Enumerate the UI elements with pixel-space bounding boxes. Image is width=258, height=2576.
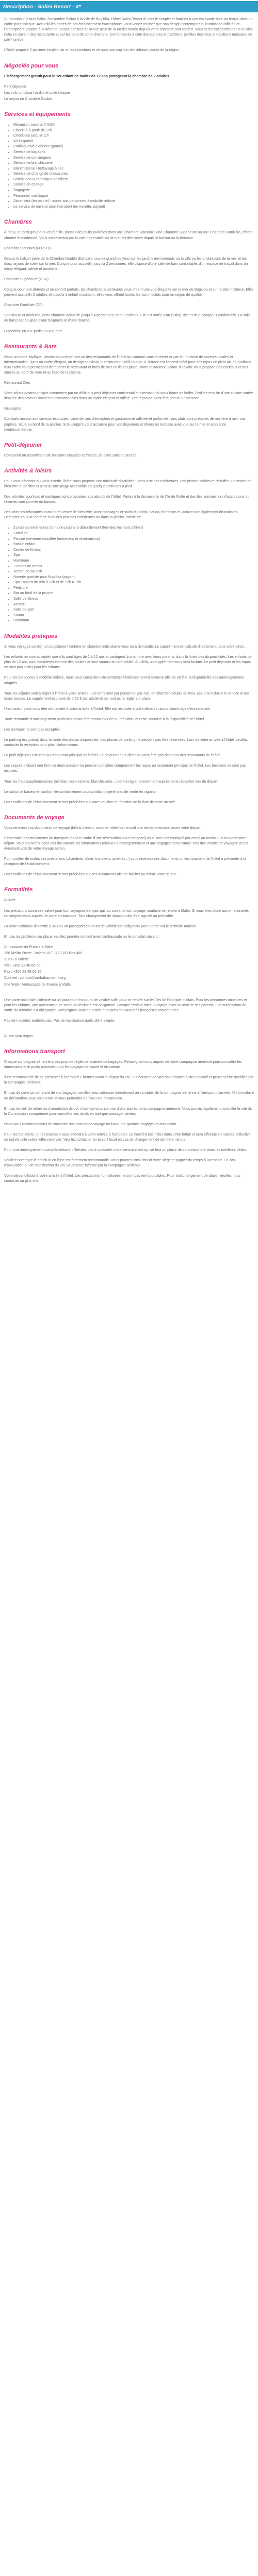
modalites-paragraph: Le parking est gratuit, dans la limite des places disponibles. Les places de parking ne peuvent pas être réservées. Lors de votre arrivée à l'hôtel, veuillez contacter la réception pour plus d'informations. (4, 738, 248, 748)
list-item: • Bar au bord de la piscine (13, 591, 254, 597)
page-title: Description - Salini Resort - 4* (3, 4, 81, 10)
list-item: • Terrain de squash (13, 569, 254, 575)
list-item: • Wi-Fi gratuit (13, 139, 254, 145)
section-title-petit-dejeuner: Petit-déjeuner (4, 442, 42, 448)
restaurants-paragraph: Cocktails maison aux saveurs exotiques, carte de vins d'exception et gastronomie raffinée et parfumée : nos plats sont préparés de manière à ravir vos papilles. Situé au bord de la piscine, le Giuseppi's vous accueille pour vos déjeuners et dîners en terrasse avec vue sur la mer et ambiance méditerranéenne. (4, 417, 246, 432)
modalites-paragraph: Toute demande d'aménagement particulier devra être communiquée au préalable et reste soumise à la disponibilité de l'hôtel. (4, 717, 205, 721)
modalites-paragraph: Les conditions de l'établissement seront précisées sur votre voucher en fonction de la date de votre arrivée. (4, 800, 176, 804)
list-item: • Piscine intérieure chauffée (entretiens et réservations) (13, 537, 254, 543)
list-item: • Blanchisserie / nettoyage à sec (13, 166, 254, 172)
documents-paragraph: Les conditions de l'établissement seront précisées sur ces documents afin de faciliter au mieux votre séjour. (4, 873, 177, 877)
room-type-heading: Chambre Familiale (CF) (4, 303, 43, 308)
section-title-negocies: Négociés pour vous (4, 62, 59, 69)
list-item: • Distribution automatique de billets (13, 177, 254, 183)
description-content (0, 12, 258, 1184)
transport-paragraph: Pour tout renseignement complémentaire, n'hésitez pas à contacter notre service client qui se fera un plaisir de vous répondre dans les meilleurs délais. (4, 1148, 247, 1153)
formalites-paragraph: Les précisions suivantes valent pour tout voyageur français qui, au cours de son voyage, souhaite se rendre à Malte. Si vous êtes d'une autre nationalité, renseignez-vous auprès de votre ambassade. Tout changement de situation doit être signalé au préalable. (4, 909, 249, 918)
section-title-transport: Informations transport (4, 1048, 65, 1055)
activites-paragraph: Pour vous détendre ou vous divertir, l'hôtel vous propose une multitude d'activités : deux piscines extérieures, une piscine intérieure chauffée, un centre de bien-être et de fitness ainsi qu'une plage accessible en quelques minutes à pied. (4, 479, 252, 488)
formalites-paragraph: Aucun visa requis. (4, 1034, 34, 1038)
modalites-paragraph: Pour les personnes à mobilité réduite, nous vous conseillons de contacter l'établissement à l'avance afin de vérifier la disponibilité des aménagements adaptés. (4, 676, 244, 685)
list-item: • Salle de fitness (13, 597, 254, 602)
modalites-paragraph: Tous les séjours sont à régler à l'hôtel à votre arrivée. Les tarifs sont par personne, par nuit, en chambre double ou twin. Les prix incluent le service et les taxes locales. Le supplément éco-taxe de 0,50 € par adulte et par nuit est à régler sur place. (4, 691, 249, 701)
list-item: • 2 piscines extérieures dont une piscine à débordement (fermées les mois d'hiver) (13, 526, 254, 531)
activites-paragraph: Des séances relaxantes dans notre centre de bien-être, avec massages et soins du corps, sauna, hammam et jacuzzi sont également disponibles. Détendez-vous au bord de l'une des piscines extérieures ou dans la piscine intérieure. (4, 511, 238, 520)
transport-paragraph: En cas de vol, de retard ou d'annulation de vol, informez-vous sur vos droits auprès de la compagnie aérienne. Vous pouvez également consulter le site de la Commission européenne pour connaître vos droits en tant que passager aérien. (4, 1107, 252, 1116)
list-item: • Centre de fitness (13, 548, 254, 553)
embassy-email: Courriel : contact@ambafrance-mt.org (4, 976, 66, 980)
negocie-item: L'hébergement gratuit pour le 1er enfant de moins de 12 ans partageant la chambre de 2 adultes (4, 74, 169, 78)
modalites-paragraph: Une caution peut vous être demandée à votre arrivée à l'hôtel. Elle est restituée à votre départ si aucun dommage n'est constaté. (4, 707, 211, 711)
petit-dejeuner-paragraph: Comprend un assortiment de boissons chaudes et froides, de plats salés et sucrés. (4, 453, 137, 457)
list-item: • Service de change (13, 182, 254, 188)
chambres-paragraph: Spacieuse et moderne, cette chambre accueille jusqu'à 4 personnes, dont 2 enfants. Elle est dotée d'un lit king-size et d'un canapé-lit confortable. La salle de bains est équipée d'une baignoire et d'une douche. (4, 314, 251, 323)
list-item: • Navette gratuite pour Bugibba (payant) (13, 575, 254, 581)
list-item: • Bassin enfant (13, 542, 254, 548)
list-item: • Sauna (13, 613, 254, 619)
intro-paragraph: Surplombant le lacs Salini, l'ensemble Salina à la ville de Bugibba, l'hôtel Salini Resort 4* tient le couplet et familles à une escapade hors du temps dans un cadre paradisiaque. Accueilli les portes de cet établissement francophone, vous venez réaliser que son design contemporain, l'ambiance raffinée et l'atmosphère propice à la détente. Venez admirez de la vue azur de la Méditerranée depuis votre chambre tout confort. Vous serez enchantés par la cuisine riche en saveur des restaurants et par les bars de votre chambre. Confondez-la à coté des cultures et traditions, profitez des lieux et traditions maltaises de part-humide. (4, 18, 253, 42)
section-title-modalites: Modalités pratiques (4, 633, 58, 640)
formalites-paragraph: La carte nationale d'identité (CNI) ou un passeport en cours de validité est obligatoire pour entrer sur le territoire maltais. (4, 924, 197, 928)
list-item: • Spa (13, 553, 254, 558)
modalites-paragraph: Tous les frais supplémentaires (minibar, room service, blanchisserie...) sont à régler directement auprès de la réception lors du départ. (4, 779, 219, 784)
modalites-paragraph: Le petit déjeuner est servi au restaurant principal de l'hôtel. Le déjeuner et le dîner peuvent être pris dans l'un des restaurants de l'hôtel. (4, 754, 221, 758)
transport-paragraph: Pour les transferts, un représentant vous attendra à votre arrivée à l'aéroport. Le transfert est inclus dans votre forfait et sera effectué en navette collective ou individuelle selon l'offre réservée. Veuillez contacter le réceptif local en cas de changement de dernière minute. (4, 1132, 251, 1142)
negocie-item: Le séjour en Chambre Double (4, 97, 53, 101)
embassy-address: 130 Melita Street - Valetta VLT 1123 PO Box 408 (4, 952, 83, 956)
embassy-phone: Tél : +356 22 48 06 00 (4, 964, 41, 968)
list-item: • Check-in à partir de 15h (13, 128, 254, 134)
page (0, 1, 258, 1184)
modalites-paragraph: Les animaux ne sont pas acceptés. (4, 727, 61, 732)
list-item: • Jacuzzi (13, 602, 254, 608)
modalites-paragraph: Si vous voyagez seul(e), un supplément tarifaire en chambre individuelle vous sera demandé. Le supplément est calculé directement dans votre devis. (4, 645, 245, 649)
transport-paragraph: Veuillez noter que le check-in en ligne est fortement recommandé. Vous pourrez ainsi choisir votre siège et gagner du temps à l'aéroport. En cas d'annulation ou de modification du vol, vous serez informé par la compagnie aérienne. (4, 1159, 235, 1168)
activites-list (13, 526, 254, 624)
transport-paragraph: Il est recommandé de se présenter à l'aéroport 2 heures avant le départ du vol. Les horaires de vols sont donnés à titre indicatif et peuvent être modifiés par la compagnie aérienne. (4, 1076, 254, 1085)
restaurants-paragraph: Dans un cadre idyllique, laissez-vous tenter par un des restaurants de l'hôtel qui sauront vous émerveiller par leur cuisine de saveurs locales et internationales. Dans un cadre élégant, au design convivial, le restaurant Kaldi Lounge & Terrace est l'endroit idéal pour des repas en plein air, en profitant d'un cadre vous permettant d'emporter le restaurant et fruits de mer en lieu et place. Notre restaurant Gelato 'Il Tavolo' vous propose des cocktails et des snacks au bord de l'eau et au bord de la piscine. (4, 355, 251, 375)
modalites-paragraph: Les enfants ne sont acceptés que s'ils sont âgés de 2 à 12 ans et partagent la chambre avec leurs parents, dans la limite des disponibilités. Les enfants de plus de 12 ans sont considérés comme des adultes et sont soumis au tarif adulte. Au-delà, un supplément vous sera facturé. Le petit déjeuner et les repas ne sont pas inclus pour les enfants. (4, 655, 252, 670)
list-item: • Spa : ouvert de 09h à 12h et de 17h à 19h (13, 580, 254, 586)
documents-paragraph: Pour profiter de toutes ces prestations (chambres, dîner, transferts, activités...) vous recevrez ces documents ou les vouchers de l'hôtel à présenter à la réception de l'établissement. (4, 857, 247, 867)
list-item: • Salle de gym (13, 607, 254, 613)
transport-paragraph: En cas de perte ou de retard de vos bagages, veuillez vous adresser directement au comptoir de la compagnie aérienne à l'aéroport d'arrivée. Un formulaire de déclaration vous sera remis et vous permettra de faire une réclamation. (4, 1091, 254, 1100)
room-type-heading: Chambre Standard (FO-STD) (4, 246, 52, 250)
list-item: • Pédicure (13, 586, 254, 591)
activites-paragraph: Des activités sportives et nautiques sont proposées aux abords de l'hôtel. Partez à la découverte de l'île de Malte et des îles voisines lors d'excursions ou réservez une journée en bateau. (4, 495, 250, 504)
list-item: • 2 courts de tennis (13, 564, 254, 570)
list-item: • Parking privé extérieur (gratuit) (13, 144, 254, 150)
intro-paragraph: L'hôtel propose 2 piscines en plein air et les chambres et ne sont pas trop loin des infrastructures de la région. (4, 48, 181, 53)
list-item: • Service de bagages (13, 150, 254, 156)
list-item: • Personnel multilingue (13, 194, 254, 199)
embassy-city: 1123 La Valette (4, 958, 29, 962)
section-title-services: Services et équipements (4, 111, 71, 117)
section-title-documents: Documents de voyage (4, 814, 64, 821)
negocie-item: Petit déjeuner (4, 84, 27, 89)
list-item: • Ascenseur (en panne) - accès aux personnes à mobilité réduite (13, 199, 254, 205)
restaurant-name: Giuseppi's (4, 407, 21, 411)
formalites-paragraph: Une carte nationale d'identité ou un passeport en cours de validité suffit pour se rendre sur les îles de l'archipel maltais. Pour les personnes mineures et pour les enfants, une autorisation de sortie du territoire est obligatoire. Lorsque l'enfant mineur voyage avec un seul de ses parents, une autorisation de sortie du territoire est obligatoire. Renseignez-vous en mairie et auprès des autorités françaises compétentes. (4, 998, 247, 1012)
chambres-paragraph: Conçue pour une détente et un confort parfaits, les chambres Supérieures vous offrent une vue élégante sur la mer de Bugibba et sur la côte maltaise. Elles peuvent accueillir 2 adultes et jusqu'à 1 enfant maximum, elles vous offrent toutes les commodités pour un séjour de qualité. (4, 288, 254, 297)
description-header-bar (0, 1, 258, 12)
list-item: • Bagagerie (13, 188, 254, 194)
transport-paragraph: Chaque compagnie aérienne a ses propres règles en matière de bagages. Renseignez-vous auprès de votre compagnie aérienne pour connaître les dimensions et le poids autorisés pour les bagages en soute et en cabine. (4, 1060, 242, 1070)
chambres-paragraph: À deux, en petit groupe ou en famille, passez des nuits paisibles dans une Chambre Standard, une Chambre Supérieure ou une Chambre Familiale, offrant charme et modernité. Vous serez séduit par la vue imprenable sur la mer Méditerranée depuis le balcon ou la terrasse. (4, 231, 253, 240)
list-item: • Service de blanchisserie (13, 161, 254, 166)
list-item: • Solarium (13, 531, 254, 537)
negocie-item: Les vols ou départ tardifs et suite chaque (4, 91, 70, 95)
transport-paragraph: Nous vous recommandons de souscrire une assurance voyage incluant une garantie bagages et annulation. (4, 1122, 178, 1126)
restaurant-name: Restaurant Cleo (4, 381, 30, 385)
documents-paragraph: L'ensemble des documents de transport (dans le cadre d'une réservation avec transport) vous sera communiqué par email au moins 7 jours avant votre départ. Vous trouverez dans ces documents les informations relatives à l'enregistrement et aux bagages dans l'email "Vos documents de voyages" et les éventuels vols de votre voyage aérien. (4, 836, 248, 851)
section-title-activites: Activités & loisirs (4, 467, 52, 474)
chambres-paragraph: Disponible en vue jardin ou vue mer. (4, 329, 63, 333)
list-item: • Service de change de chaussures (13, 172, 254, 177)
list-item: • Réception ouverte 24h/24 (13, 123, 254, 128)
list-item: • Hammam (13, 558, 254, 564)
modalites-paragraph: Les séjours incluant une formule demi-pension ou pension complète comprennent les repas au restaurant principal de l'hôtel. Les boissons ne sont pas incluses. (4, 764, 246, 773)
section-title-restaurants: Restaurants & Bars (4, 343, 57, 350)
embassy-name: Ambassade de France à Malte (4, 945, 54, 949)
room-type-heading: Chambre Supérieure (CSK) (4, 278, 49, 281)
list-item: • Le service de navette pour l'aéroport (en navette, payant) (13, 205, 254, 210)
modalites-paragraph: Le calcul se basera en conformité conformément aux conditions générales de vente en vigueur. (4, 790, 157, 794)
formalites-paragraph: Arrivée (4, 899, 16, 903)
list-item: • Service de conciergerie (13, 156, 254, 161)
formalites-paragraph: Pas de maladies endémiques. Pas de vaccination particulière exigée. (4, 1019, 116, 1023)
restaurants-paragraph: Votre séjour gastronomique commence par un délicieux petit déjeuner continental et international sous forme de buffet. Profitez ensuite d'une cuisine variée inspirée des saveurs locales et internationales dans un cadre élégant et raffiné. Les repas peuvent être pris sur la terrasse. (4, 392, 253, 401)
embassy-website: Site Web : Ambassade de France à Malte (4, 982, 71, 987)
list-item: • Hammam (13, 618, 254, 624)
chambres-paragraph: Depuis le balcon privé de la Chambre Double Standard, ouvrez grand les yeux sur les jardins environnants ou la ville ou les ondulations de la mer et les doux rayons de soleil sur la mer. Conçue pour accueillir jusqu'à 2 personnes, elle dispose d'une salle de bain confortable, d'un espace de travail dans un décor élégant, raffiné et moderne. (4, 257, 248, 271)
section-title-formalites: Formalités (4, 887, 33, 893)
services-list (13, 123, 254, 210)
list-item: • Check-out jusqu'à 11h (13, 133, 254, 139)
documents-paragraph: Vous recevrez vos documents de voyage (billets d'avion, voucher hôtel) par e-mail une semaine environ avant votre départ. (4, 826, 202, 830)
transport-paragraph: Votre séjour débute à votre arrivée à l'hôtel. Les prestations non utilisées ne sont pas remboursables. Pour tout changement de dates, veuillez nous contacter au plus vite. (4, 1174, 240, 1183)
section-title-chambres: Chambres (4, 219, 32, 226)
formalites-paragraph: En cas de problème sur place, veuillez prendre contact avec l'ambassade ou le consulat suivant : (4, 935, 160, 939)
embassy-fax: Fax : +356 22 48 06 26 (4, 970, 42, 974)
